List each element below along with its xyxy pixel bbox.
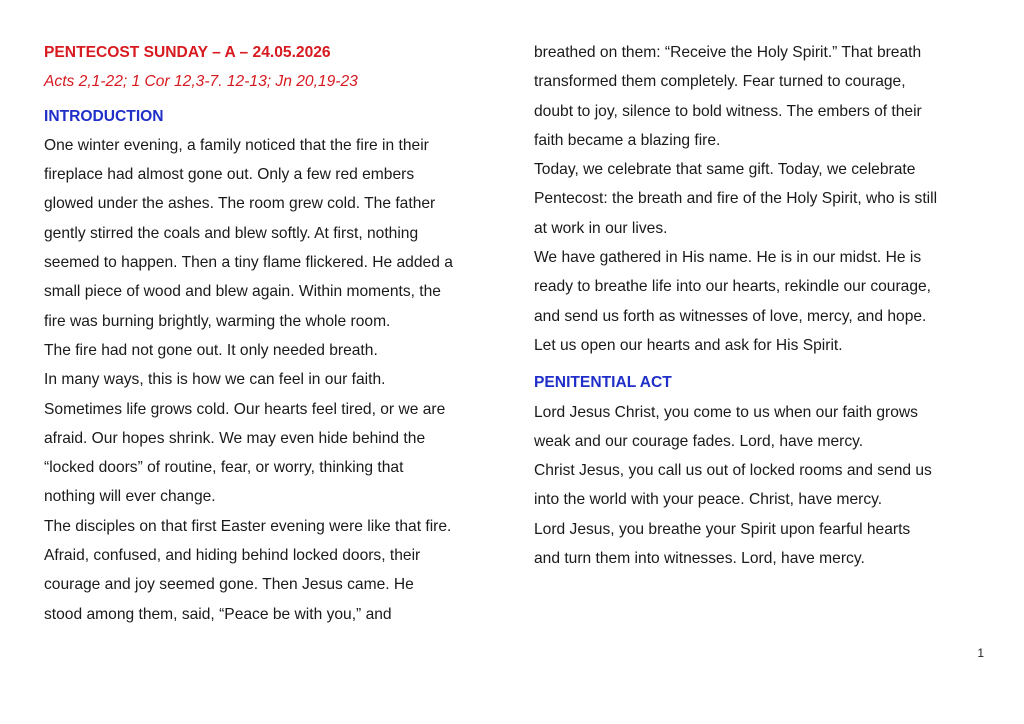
text-line: Lord Jesus, you breathe your Spirit upon fearful hearts xyxy=(534,520,911,538)
text-line: ready to breathe life into our hearts, rekindle our courage, xyxy=(534,278,932,296)
text-line: In many ways, this is how we can feel in our faith. xyxy=(44,371,386,389)
text-line: seemed to happen. Then a tiny flame flickered. He added a xyxy=(44,254,453,272)
text-line: Lord Jesus Christ, you come to us when our faith grows xyxy=(534,403,918,421)
text-line: small piece of wood and blew again. Within moments, the xyxy=(44,283,441,301)
penitential-act-body xyxy=(534,398,984,574)
text-line: transformed them completely. Fear turned to courage, xyxy=(534,73,906,91)
text-line: We have gathered in His name. He is in our midst. He is xyxy=(534,249,922,267)
text-line: The disciples on that first Easter evening were like that fire. xyxy=(44,517,452,535)
text-line: glowed under the ashes. The room grew cold. The father xyxy=(44,195,436,213)
text-line: faith became a blazing fire. xyxy=(534,131,721,149)
text-line: Pentecost: the breath and fire of the Holy Spirit, who is still xyxy=(534,190,938,208)
text-line: Christ Jesus, you call us out of locked rooms and send us xyxy=(534,462,932,480)
text-line: weak and our courage fades. Lord, have mercy. xyxy=(534,432,864,450)
text-line: “locked doors” of routine, fear, or worry, thinking that xyxy=(44,459,404,477)
page-title: PENTECOST SUNDAY – A – 24.05.2026 xyxy=(44,44,331,61)
text-line: gently stirred the coals and blew softly. At first, nothing xyxy=(44,224,419,242)
text-line: stood among them, said, “Peace be with you,” and xyxy=(44,605,392,623)
text-line: fire was burning brightly, warming the whole room. xyxy=(44,312,391,330)
text-line: breathed on them: “Receive the Holy Spirit.” That breath xyxy=(534,44,922,61)
penitential-act-heading: PENITENTIAL ACT xyxy=(534,374,672,392)
text-line: at work in our lives. xyxy=(534,219,668,237)
right-column xyxy=(534,38,984,573)
introduction-body xyxy=(44,131,502,629)
text-line: doubt to joy, silence to bold witness. The embers of their xyxy=(534,102,922,120)
introduction-heading: INTRODUCTION xyxy=(44,107,164,125)
introduction-continuation xyxy=(534,38,984,360)
left-column xyxy=(44,38,502,629)
text-line: courage and joy seemed gone. Then Jesus came. He xyxy=(44,576,414,594)
text-line: and turn them into witnesses. Lord, have mercy. xyxy=(534,550,865,568)
text-line: afraid. Our hopes shrink. We may even hide behind the xyxy=(44,429,426,447)
text-line: nothing will ever change. xyxy=(44,488,216,506)
readings-reference: Acts 2,1-22; 1 Cor 12,3-7. 12-13; Jn 20,19-23 xyxy=(44,73,358,91)
text-line: fireplace had almost gone out. Only a few red embers xyxy=(44,166,415,184)
text-line: into the world with your peace. Christ, have mercy. xyxy=(534,491,883,509)
text-line: Today, we celebrate that same gift. Today, we celebrate xyxy=(534,161,916,179)
text-line: Let us open our hearts and ask for His Spirit. xyxy=(534,336,843,354)
text-line: The fire had not gone out. It only needed breath. xyxy=(44,341,378,359)
page-number: 1 xyxy=(977,646,984,660)
text-line: Sometimes life grows cold. Our hearts feel tired, or we are xyxy=(44,400,446,418)
text-line: Afraid, confused, and hiding behind locked doors, their xyxy=(44,547,421,565)
text-line: One winter evening, a family noticed that the fire in their xyxy=(44,136,429,154)
text-line: and send us forth as witnesses of love, mercy, and hope. xyxy=(534,307,927,325)
